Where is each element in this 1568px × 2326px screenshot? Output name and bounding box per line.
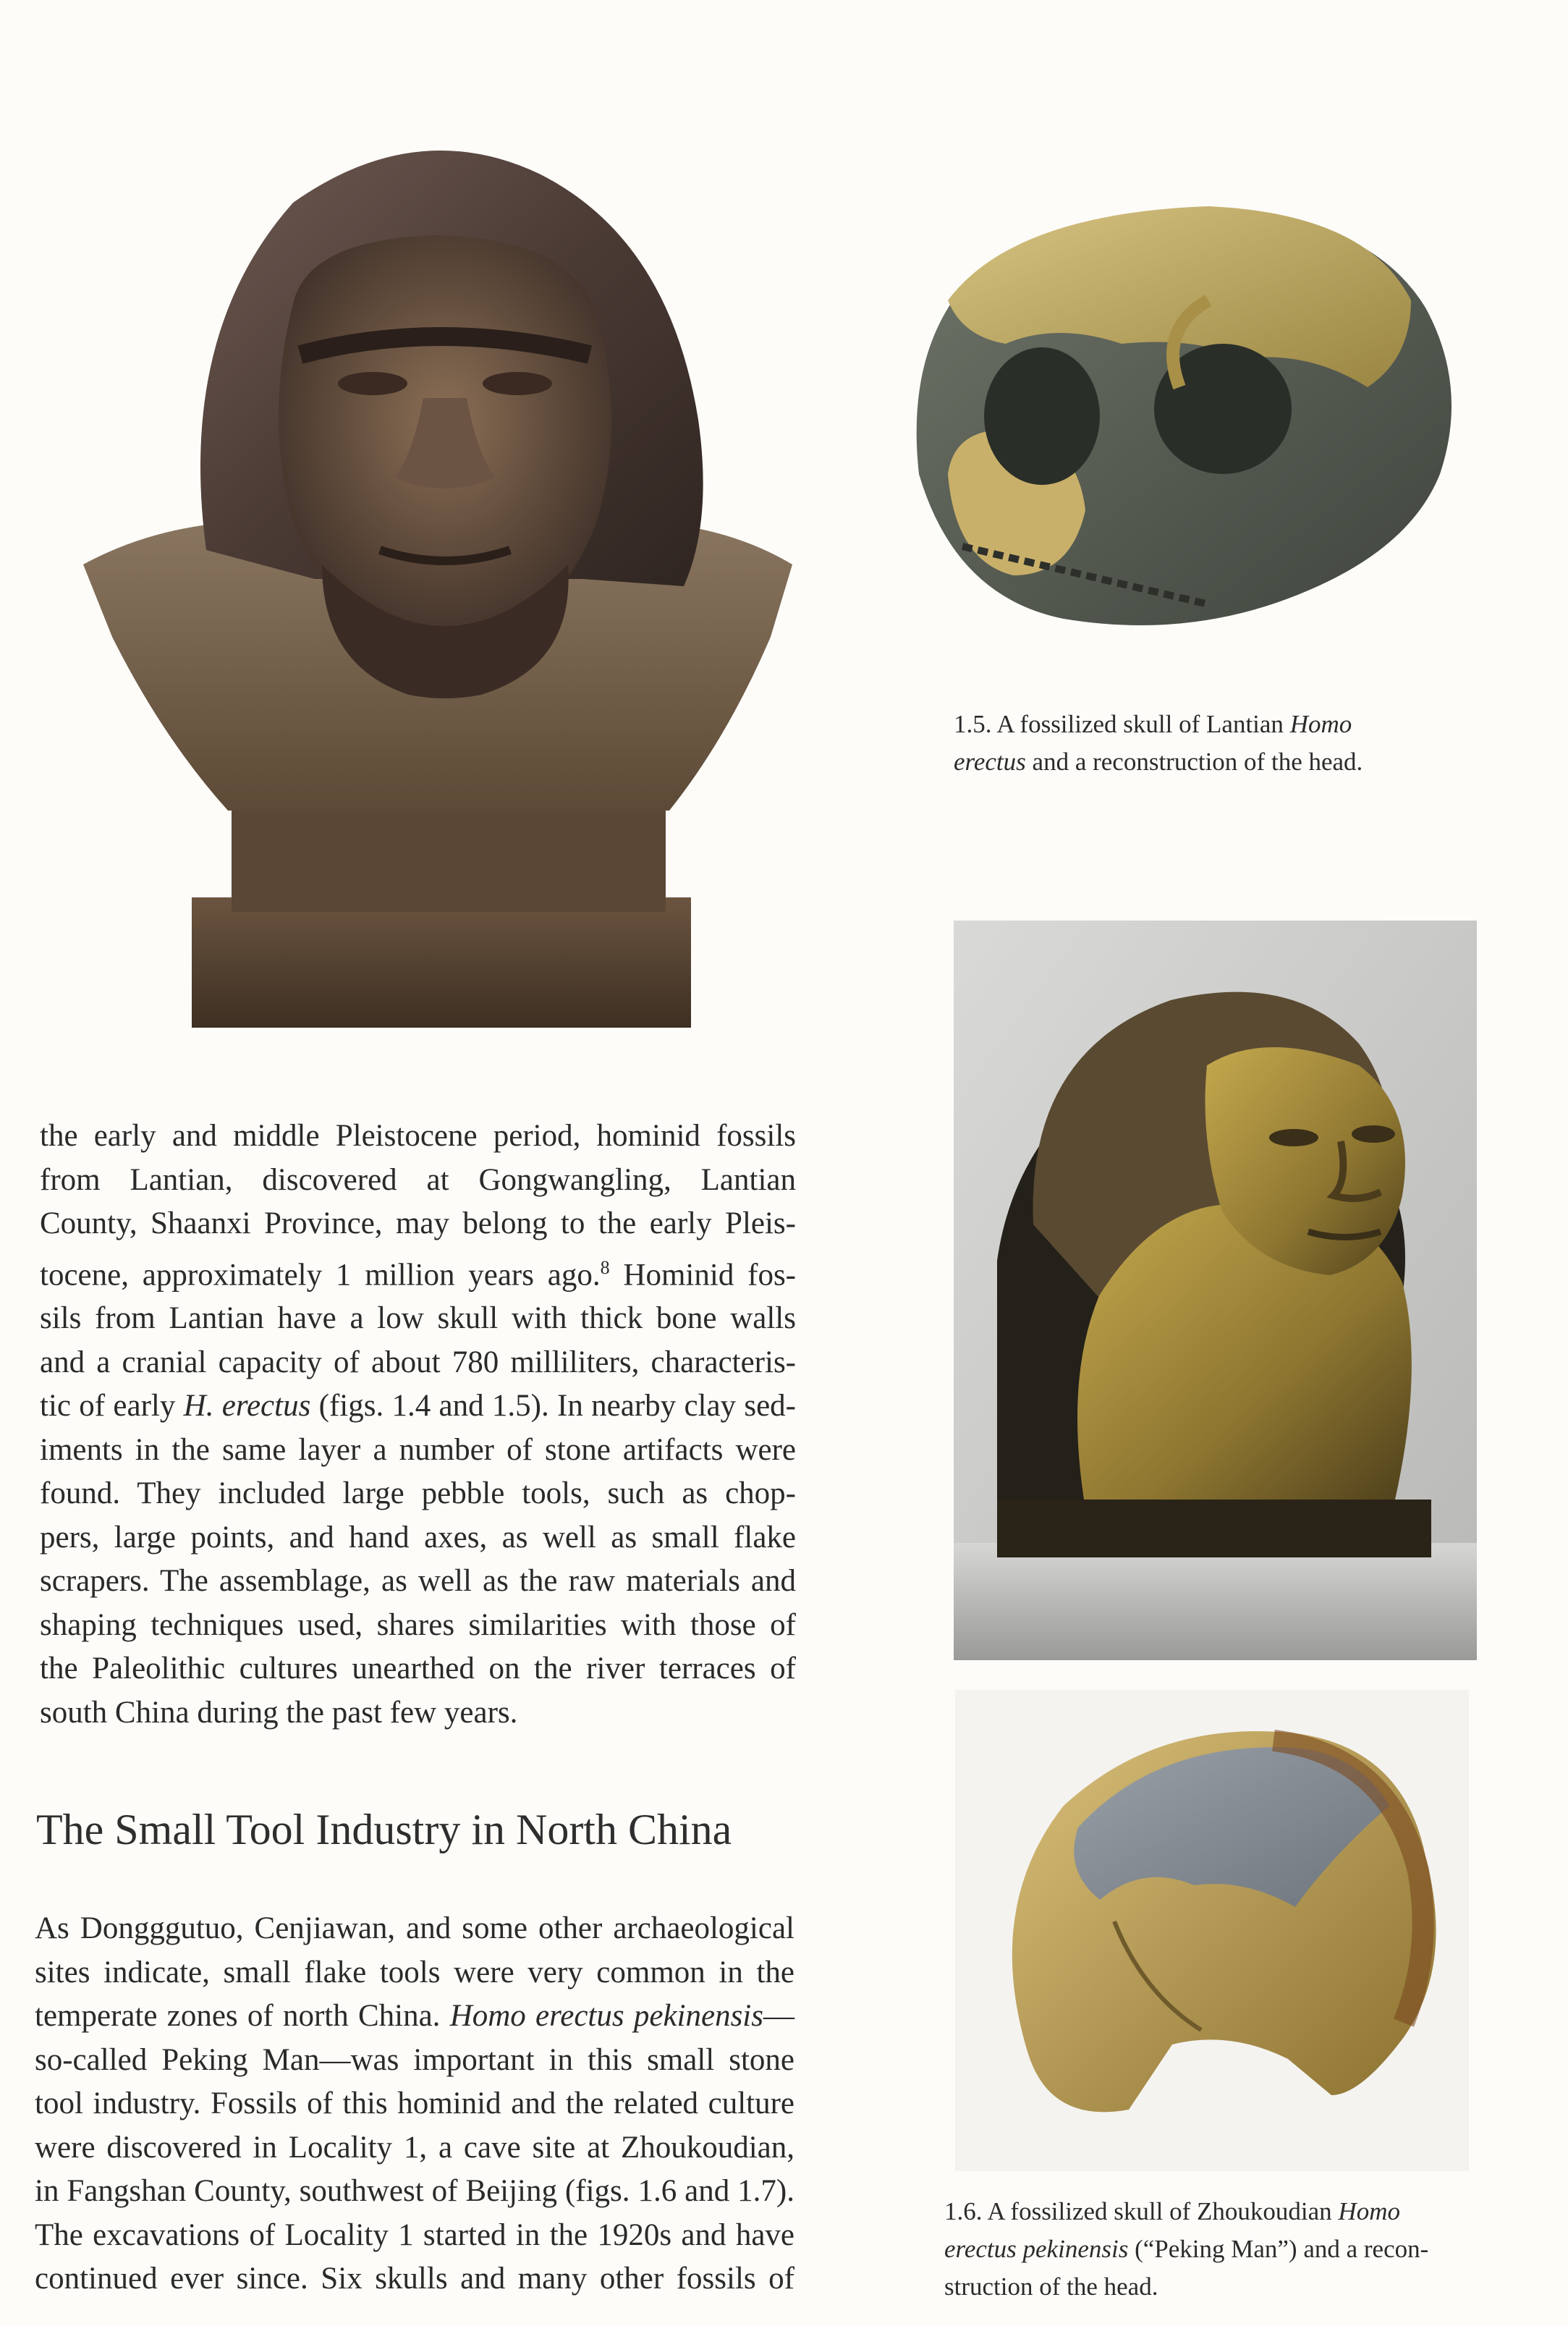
text-line: in Fangshan County, southwest of Beijing (figs. 1.6 and 1.7). <box>35 2174 794 2208</box>
caption-text: struction of the head. <box>944 2272 1158 2301</box>
text-line: iments in the same layer a number of stone artifacts were <box>40 1432 796 1467</box>
caption-italic: erectus pekinensis <box>944 2235 1129 2263</box>
text-line <box>40 1246 796 1298</box>
text-line: found. They included large pebble tools, such as chop- <box>40 1476 796 1511</box>
text-line: were discovered in Locality 1, a cave site at Zhoukoudian, <box>35 2130 794 2165</box>
text-run: temperate zones of north China. <box>35 1999 450 2033</box>
fossil-skull-cap-icon <box>955 1690 1469 2171</box>
text-line: sils from Lantian have a low skull with thick bone walls <box>40 1301 796 1336</box>
text-line <box>35 1995 794 2039</box>
lantian-bust-image <box>76 116 807 1042</box>
text-run: tocene, approximately 1 million years ago. <box>40 1257 601 1292</box>
text-line: from Lantian, discovered at Gongwangling, Lantian <box>40 1162 796 1197</box>
text-line: shaping techniques used, shares similarities with those of <box>40 1607 796 1642</box>
text-line: pers, large points, and hand axes, as well as small flake <box>40 1520 796 1555</box>
fossil-skull-icon <box>904 170 1469 662</box>
lantian-skull-image <box>904 170 1469 662</box>
text-line <box>40 1384 796 1429</box>
figure-caption-1-5 <box>954 706 1460 781</box>
text-line: continued ever since. Six skulls and many other fossils of <box>35 2262 794 2296</box>
caption-text: 1.5. A fossilized skull of Lantian <box>954 710 1290 738</box>
text-line: scrapers. The assemblage, as well as the raw materials and <box>40 1564 796 1599</box>
text-run: — <box>763 1999 794 2033</box>
peking-bust-image <box>954 921 1477 1660</box>
text-run: Hominid fos- <box>609 1257 796 1292</box>
text-line: The excavations of Locality 1 started in the 1920s and have <box>35 2217 794 2252</box>
text-line: the early and middle Pleistocene period, hominid fossils <box>40 1119 796 1153</box>
figure-caption-1-6 <box>944 2193 1494 2306</box>
text-line: and a cranial capacity of about 780 milliliters, characteris- <box>40 1345 796 1379</box>
text-line: sites indicate, small flake tools were very common in the <box>35 1955 794 1989</box>
bronze-bust-icon <box>954 921 1477 1660</box>
caption-text: 1.6. A fossilized skull of Zhoukoudian <box>944 2197 1339 2225</box>
text-run: (figs. 1.4 and 1.5). In nearby clay sed- <box>310 1389 796 1424</box>
caption-italic: Homo <box>1289 710 1352 738</box>
bronze-bust-icon <box>76 116 807 1042</box>
text-line: the Paleolithic cultures unearthed on the river terraces of <box>40 1652 796 1686</box>
text-line: County, Shaanxi Province, may belong to the early Pleis- <box>40 1206 796 1240</box>
caption-italic: erectus <box>954 748 1026 776</box>
section-heading: The Small Tool Industry in North China <box>36 1806 732 1853</box>
text-run: tic of early <box>40 1389 184 1424</box>
text-line: south China during the past few years. <box>40 1695 518 1730</box>
caption-italic: Homo <box>1338 2197 1400 2225</box>
text-line: tool industry. Fossils of this hominid and the related culture <box>35 2086 794 2120</box>
footnote-ref: 8 <box>600 1256 610 1278</box>
text-line: As Dongggutuo, Cenjiawan, and some other archaeological <box>35 1911 794 1945</box>
peking-skull-image <box>955 1690 1469 2171</box>
text-line: so-called Peking Man—was important in this small stone <box>35 2042 794 2077</box>
caption-text: (“Peking Man”) and a recon- <box>1128 2235 1429 2263</box>
text-italic: H. erectus <box>183 1389 311 1424</box>
text-italic: Homo erectus pekinensis <box>449 1999 763 2033</box>
caption-text: and a reconstruction of the head. <box>1025 748 1363 776</box>
body-paragraph-2 <box>35 1907 794 2301</box>
body-paragraph-1 <box>40 1115 796 1735</box>
